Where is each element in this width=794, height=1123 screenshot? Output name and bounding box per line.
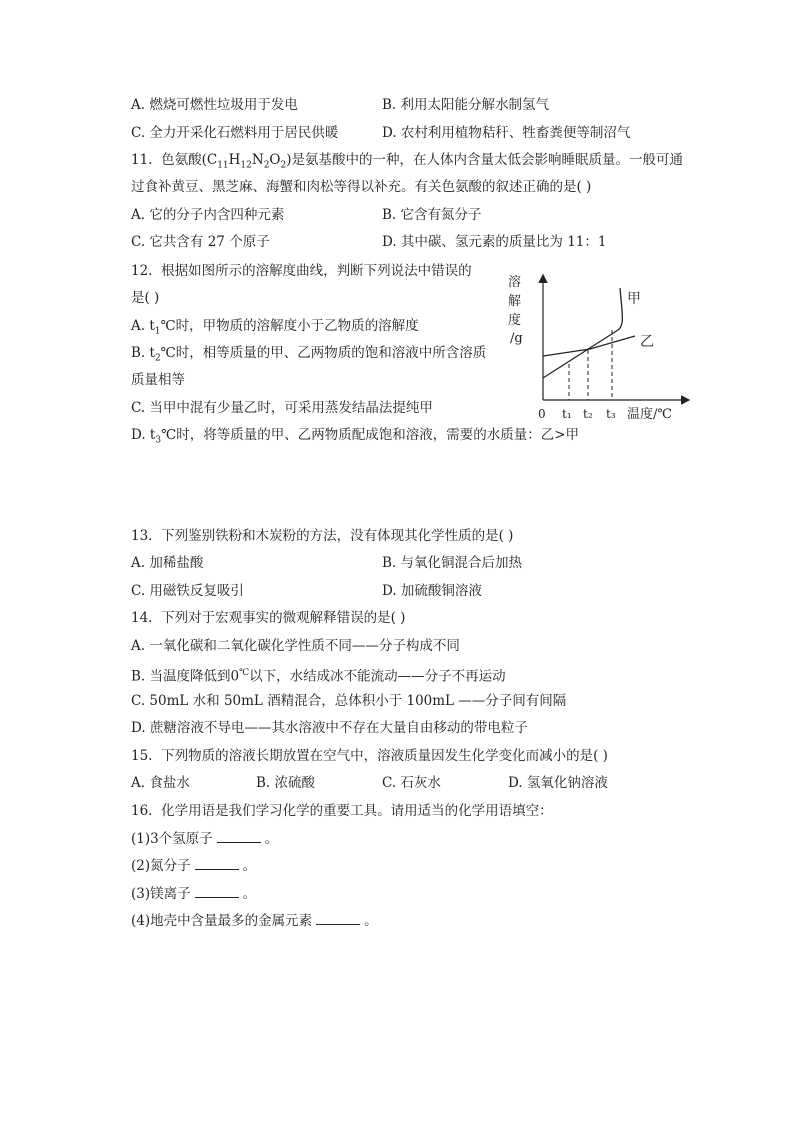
q16-part-4-text: (4)地壳中含量最多的金属元素 xyxy=(131,913,313,929)
q10-option-a: A. 燃烧可燃性垃圾用于发电 xyxy=(131,97,298,113)
q16-part-4 xyxy=(131,911,378,931)
q10-option-c: C. 全力开采化石燃料用于居民供暖 xyxy=(131,125,339,141)
q15-stem-text: 下列物质的溶液长期放置在空气中，溶液质量因发生化学变化而减小的是( ) xyxy=(161,748,608,764)
q16-number: 16. xyxy=(131,803,153,819)
q12-option-b-text: B. t xyxy=(131,345,155,361)
x-tick-label: t₃ xyxy=(606,407,616,421)
solubility-chart xyxy=(500,268,700,428)
q15-option-a: A. 食盐水 xyxy=(131,775,190,791)
q16-part-2 xyxy=(131,856,256,876)
x-tick-label: t₁ xyxy=(562,407,572,421)
q12-option-a-sub: 1 xyxy=(154,326,161,337)
q14-option-b-sup: ℃ xyxy=(239,668,250,678)
series-jia-curve xyxy=(543,288,622,378)
q10-option-b: B. 利用太阳能分解水制氢气 xyxy=(382,97,550,113)
q11-number: 11. xyxy=(131,152,153,168)
q11-sub: 12 xyxy=(240,160,252,171)
q13-number: 13. xyxy=(131,528,153,544)
q15-stem xyxy=(131,746,608,766)
q12-stem-line2: 是( ) xyxy=(131,290,160,306)
q15-number: 15. xyxy=(131,748,153,764)
q12-option-b-line2: 质量相等 xyxy=(131,372,185,388)
q13-option-a: A. 加稀盐酸 xyxy=(131,555,204,571)
q11-stem-text: N xyxy=(251,152,264,168)
series-label-jia: 甲 xyxy=(627,291,641,307)
q16-stem-text: 化学用语是我们学习化学的重要工具。请用适当的化学用语填空： xyxy=(161,803,553,819)
q14-option-a: A. 一氧化碳和二氧化碳化学性质不同——分子构成不同 xyxy=(131,638,460,654)
q11-stem xyxy=(131,150,683,176)
q11-option-c: C. 它共含有 27 个原子 xyxy=(131,234,270,250)
q16-part-2-text: (2)氮分子 xyxy=(131,858,191,874)
q14-option-c: C. 50mL 水和 50mL 酒精混合，总体积小于 100mL ——分子间有间隔 xyxy=(131,693,567,709)
q12-option-c: C. 当甲中混有少量乙时，可采用蒸发结晶法提纯甲 xyxy=(131,400,433,416)
q10-option-d: D. 农村利用植物秸秆、牲畜粪便等制沼气 xyxy=(382,125,631,141)
q14-number: 14. xyxy=(131,610,153,626)
q12-option-b xyxy=(131,343,486,369)
q11-sub: 2 xyxy=(280,160,287,171)
q16-part-3 xyxy=(131,884,256,904)
q11-stem-text: H xyxy=(228,152,241,168)
y-axis-label-char: 解 xyxy=(508,294,522,309)
q11-stem-line2: 过食补黄豆、黑芝麻、海蟹和肉松等得以补充。有关色氨酸的叙述正确的是( ) xyxy=(131,179,592,195)
q16-part-1-text: (1)3个氢原子 xyxy=(131,831,213,847)
q11-sub: 11 xyxy=(217,160,229,171)
q12-option-d-text: ℃时，将等质量的甲、乙两物质配成饱和溶液，需要的水质量：乙>甲 xyxy=(161,427,580,443)
q12-option-d-text: D. t xyxy=(131,427,156,443)
q13-option-b: B. 与氧化铜混合后加热 xyxy=(382,555,523,571)
origin-label: 0 xyxy=(538,407,546,421)
q14-option-d: D. 蔗糖溶液不导电——其水溶液中不存在大量自由移动的带电粒子 xyxy=(131,720,528,736)
q12-stem xyxy=(131,261,472,281)
q12-number: 12. xyxy=(131,263,153,279)
q11-option-d: D. 其中碳、氢元素的质量比为 11：1 xyxy=(382,234,607,250)
q11-sub: 2 xyxy=(263,160,270,171)
series-yi-curve xyxy=(543,336,635,356)
q12-stem-text: 根据如图所示的溶解度曲线，判断下列说法中错误的 xyxy=(161,263,472,279)
q12-option-a-text: ℃时，甲物质的溶解度小于乙物质的溶解度 xyxy=(160,318,419,334)
q16-part-1-end: 。 xyxy=(264,831,279,847)
q11-stem-text: O xyxy=(269,152,281,168)
q15-option-d: D. 氢氧化钠溶液 xyxy=(508,775,608,791)
q12-option-b-sub: 2 xyxy=(154,353,161,364)
y-axis-label-char: 度 xyxy=(508,313,522,328)
q13-stem xyxy=(131,526,513,546)
q16-part-2-end: 。 xyxy=(242,858,257,874)
x-tick-label: t₂ xyxy=(583,407,593,421)
q12-option-b-text: ℃时，相等质量的甲、乙两物质的饱和溶液中所含溶质 xyxy=(160,345,487,361)
answer-blank[interactable] xyxy=(195,856,239,870)
q14-option-b-text: 以下，水结成冰不能流动——分子不再运动 xyxy=(249,668,506,685)
q12-option-a-text: A. t xyxy=(131,318,155,334)
q11-option-b: B. 它含有氮分子 xyxy=(382,207,482,223)
q15-option-b: B. 浓硫酸 xyxy=(256,775,316,791)
q14-stem-text: 下列对于宏观事实的微观解释错误的是( ) xyxy=(161,610,406,626)
q14-option-b-text: B. 当温度降低到0 xyxy=(131,668,240,685)
answer-blank[interactable] xyxy=(316,911,360,925)
series-label-yi: 乙 xyxy=(640,334,654,350)
q11-stem-text: 色氨酸(C xyxy=(161,152,218,168)
answer-blank[interactable] xyxy=(195,884,239,898)
q13-stem-text: 下列鉴别铁粉和木炭粉的方法，没有体现其化学性质的是( ) xyxy=(161,528,514,544)
q15-option-c: C. 石灰水 xyxy=(382,775,441,791)
q11-option-a: A. 它的分子内含四种元素 xyxy=(131,207,285,223)
x-axis-label: 温度/℃ xyxy=(627,407,672,422)
q16-part-3-text: (3)镁离子 xyxy=(131,886,191,902)
q16-part-1 xyxy=(131,829,278,849)
q13-option-c: C. 用磁铁反复吸引 xyxy=(131,583,244,599)
q11-stem-text: )是氨基酸中的一种，在人体内含量太低会影响睡眠质量。一般可通 xyxy=(286,152,684,168)
answer-blank[interactable] xyxy=(217,829,261,843)
q14-option-b xyxy=(131,663,506,687)
q16-part-4-end: 。 xyxy=(364,913,378,929)
y-axis-label-char: /g xyxy=(510,331,523,346)
q12-option-a xyxy=(131,316,419,342)
q12-option-d xyxy=(131,425,579,451)
y-axis-label-char: 溶 xyxy=(508,275,522,290)
q16-stem xyxy=(131,801,553,821)
q16-part-3-end: 。 xyxy=(242,886,257,902)
q13-option-d: D. 加硫酸铜溶液 xyxy=(382,583,482,599)
q12-option-d-sub: 3 xyxy=(155,435,162,446)
q14-stem xyxy=(131,608,405,628)
